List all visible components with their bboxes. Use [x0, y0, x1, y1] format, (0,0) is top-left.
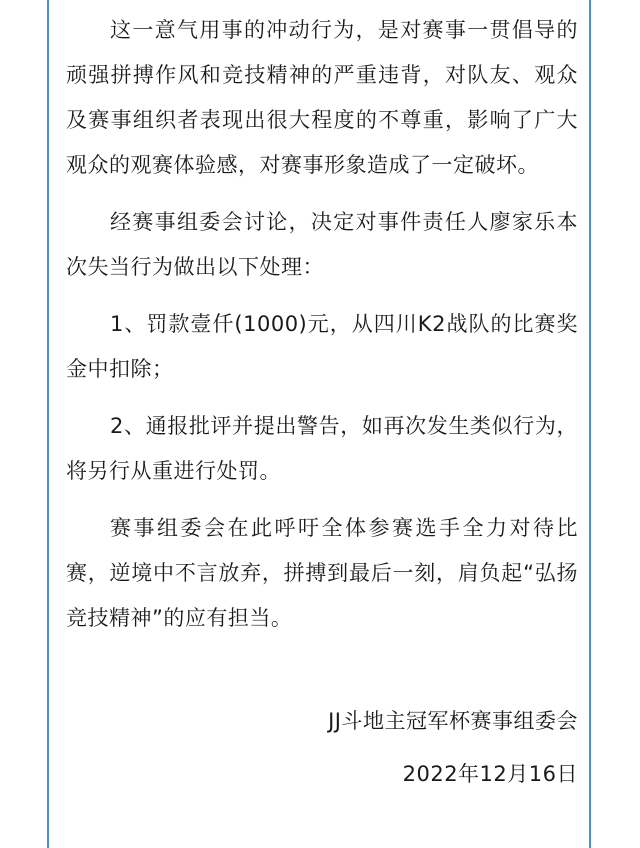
paragraph-penalty-fine: 1、罚款壹仟(1000)元，从四川K2战队的比赛奖金中扣除；: [66, 312, 578, 381]
paragraph-appeal: 赛事组委会在此呼吁全体参赛选手全力对待比赛，逆境中不言放弃，拼搏到最后一刻，肩负起“弘扬竞技精神”的应有担当。: [66, 516, 578, 630]
paragraph-penalty-warning: 2、通报批评并提出警告，如再次发生类似行为，将另行从重进行处罚。: [66, 414, 578, 483]
paragraph-decision: 经赛事组委会讨论，决定对事件责任人廖家乐本次失当行为做出以下处理：: [66, 210, 578, 279]
paragraph-impact: 这一意气用事的冲动行为，是对赛事一贯倡导的顽强拼搏作风和竞技精神的严重违背，对队友、观众及赛事组织者表现出很大程度的不尊重，影响了广大观众的观赛体验感，对赛事形象造成了一定破坏。: [66, 18, 578, 177]
right-border-line: [589, 0, 591, 848]
announcement-body: [66, 8, 578, 797]
left-border-line: [47, 0, 49, 848]
signature-organization: JJ斗地主冠军杯赛事组委会: [328, 709, 578, 733]
signature-date: 2022年12月16日: [402, 762, 578, 786]
